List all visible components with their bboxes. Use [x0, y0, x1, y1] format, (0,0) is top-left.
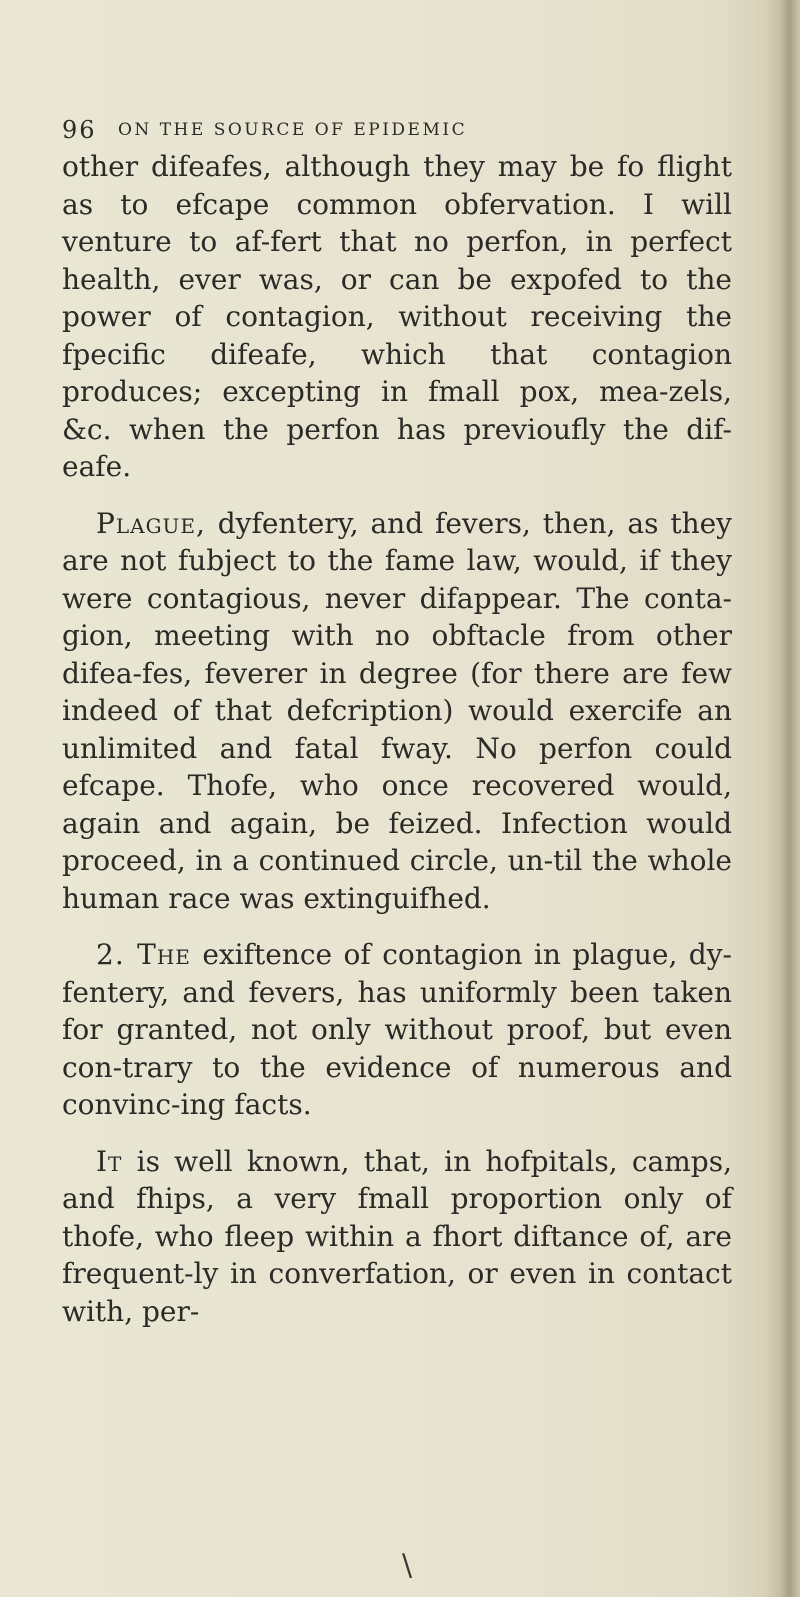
page-number: 96 — [62, 116, 97, 144]
paragraph-1-text: other difeafes, although they may be fo flight as to efcape common obfervation. I will venture to af-fert that no perfon, in perfect health, ever was, or can be expofed to the power of contagion, without receiving the fpecific difeafe, which that contagion produces; excepting in fmall pox, mea-zels, &c. when the perfon has previoufly the dif-eafe. — [62, 150, 732, 483]
body-text — [62, 148, 732, 1349]
paragraph-3-text: exiftence of contagion in plague, dy-fentery, and fevers, has uniformly been taken for granted, not only without proof, but even con-trary to the evidence of numerous and convinc-ing facts. — [62, 938, 732, 1121]
paragraph-1 — [62, 148, 732, 486]
paragraph-3 — [62, 936, 732, 1124]
page-edge-shadow — [766, 0, 800, 1597]
paragraph-2 — [62, 505, 732, 918]
paragraph-4-lead: It — [96, 1144, 123, 1178]
paragraph-3-lead: 2. The — [96, 938, 191, 971]
paragraph-4 — [62, 1143, 732, 1331]
running-head: ON THE SOURCE OF EPIDEMIC — [118, 120, 468, 140]
paragraph-2-lead: Plague, — [96, 506, 206, 540]
footer-mark: \ — [402, 1548, 413, 1583]
paragraph-4-text: is well known, that, in hofpitals, camps, and fhips, a very fmall proportion only of thofe, who fleep within a fhort diftance of, are frequent-ly in converfation, or even in contact with, per- — [62, 1144, 732, 1328]
paragraph-2-text: dyfentery, and fevers, then, as they are not fubject to the fame law, would, if they were contagious, never difappear. The conta-gion, meeting with no obftacle from other difea-fes, feverer in degree (for there are few indeed of that defcription) would exercife an unlimited and fatal fway. No perfon could efcape. Thofe, who once recovered would, again and again, be feized. Infection would proceed, in a continued circle, un-til the whole human race was extinguifhed. — [62, 506, 732, 915]
